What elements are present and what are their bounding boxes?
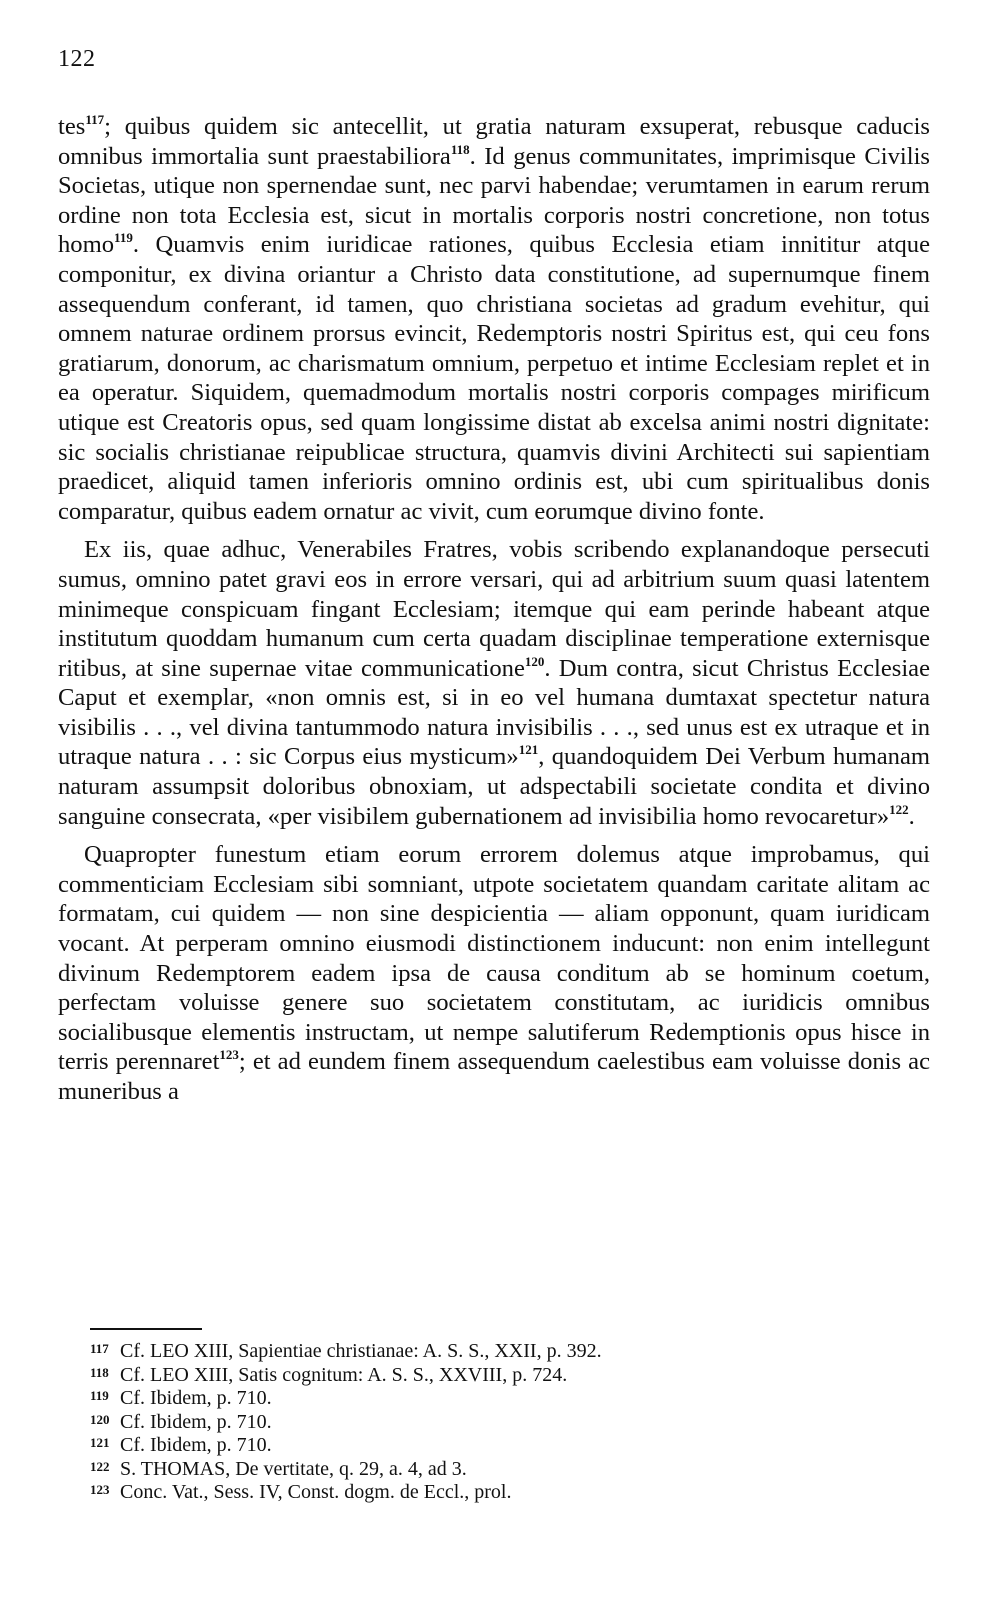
footnote-text: S. THOMAS, De vertitate, q. 29, a. 4, ad 3. <box>120 1457 467 1480</box>
text-run: . Id genus communitates, imprimisque Civilis Societas, utique non spernendae sunt, nec parvi habendae; verumtamen in earum rerum ordine non tota Ecclesia est, sicut in mortalis corporis nostri concretione, non totus homo <box>58 142 930 259</box>
footnote-text: Cf. LEO XIII, Satis cognitum: A. S. S., XXVIII, p. 724. <box>120 1363 568 1386</box>
footnote-ref-119[interactable]: 119 <box>114 230 133 246</box>
footnote-ref-118[interactable]: 118 <box>450 141 470 157</box>
footnote-item <box>90 1387 910 1411</box>
footnote-number: 120 <box>90 1411 110 1427</box>
footnote-ref-122[interactable]: 122 <box>889 801 909 817</box>
footnote-item <box>90 1340 910 1364</box>
footnotes <box>90 1340 910 1505</box>
text-run: . Quamvis enim iuridicae rationes, quibus Ecclesia etiam innititur atque componitur, ex divina oriantur a Christo data constitutione, ad supernumque finem assequendum conferant, id tamen, quo christiana societas ad gradum evehitur, qui omnem naturae ordinem prorsus evincit, Redemptoris nostri Spiritus est, qui ceu fons gratiarum, donorum, ac charismatum omnium, perpetuo et intime Ecclesiam replet et in ea operatur. Siquidem, quemadmodum mortalis nostri corporis compages mirificum utique est Creatoris opus, sed quam longissime distat ab excelsa animi nostri dignitate: sic socialis christianae reipublicae structura, quamvis divini Architecti sui sapientiam praedicet, aliquid tamen inferioris omnino ordinis est, ubi cum spiritualibus donis comparatur, quibus eadem ornatur ac vivit, cum eorumque divino fonte. <box>58 231 930 525</box>
paragraph-2 <box>58 535 930 831</box>
footnote-ref-121[interactable]: 121 <box>518 742 539 758</box>
footnote-item <box>90 1481 910 1505</box>
footnote-ref-120[interactable]: 120 <box>524 653 545 669</box>
paragraph-1 <box>58 112 930 526</box>
footnote-divider <box>90 1328 202 1330</box>
footnote-text: Cf. Ibidem, p. 710. <box>120 1387 272 1409</box>
footnote-number: 123 <box>90 1482 110 1497</box>
footnote-number: 121 <box>90 1435 110 1450</box>
footnote-ref-123[interactable]: 123 <box>219 1047 239 1063</box>
footnote-number: 118 <box>90 1364 109 1380</box>
footnote-text: Cf. Ibidem, p. 710. <box>120 1410 272 1433</box>
text-run: , quandoquidem Dei Verbum humanam naturam assumpsit doloribus obnoxiam, ut adspectabili societate condita et divino sanguine consecrata, «per visibilem gubernationem ad invisibilia homo revocaretur» <box>58 743 930 830</box>
footnote-text: Cf. LEO XIII, Sapientiae christianae: A. S. S., XXII, p. 392. <box>120 1340 602 1362</box>
paragraph-3 <box>58 840 930 1106</box>
text-run: tes <box>58 113 86 140</box>
body-text <box>58 112 930 1107</box>
footnote-number: 122 <box>90 1458 110 1474</box>
text-run: Ex iis, quae adhuc, Venerabiles Fratres, vobis scribendo explanandoque persecuti sumus, omnino patet gravi eos in errore versari, qui ad arbitrium suum quasi latentem minimeque conspicuam fingant Ecclesiam; itemque qui eam perinde habeant atque institutum quoddam humanum cum certa quadam disciplinae temperatione externisque ritibus, at sine supernae vitae communicatione <box>58 536 930 682</box>
text-run: . Dum contra, sicut Christus Ecclesiae Caput et exemplar, «non omnis est, si in eo vel humana dumtaxat spectetur natura visibilis . . ., vel divina tantummodo natura invisibilis . . ., sed unus est ex utraque et in utraque natura . . : sic Corpus eius mysticum» <box>58 654 930 771</box>
footnote-item <box>90 1434 910 1458</box>
text-run: ; quibus quidem sic antecellit, ut gratia naturam exsuperat, rebusque caducis omnibus immortalia sunt praestabiliora <box>58 113 930 170</box>
footnote-item <box>90 1458 910 1482</box>
footnote-text: Cf. Ibidem, p. 710. <box>120 1434 272 1456</box>
page-number: 122 <box>58 46 96 72</box>
footnote-number: 119 <box>90 1388 109 1403</box>
footnote-number: 117 <box>90 1341 109 1356</box>
text-run: . <box>908 802 915 830</box>
text-run: ; et ad eundem finem assequendum caelestibus eam voluisse donis ac muneribus a <box>58 1048 930 1105</box>
footnote-text: Conc. Vat., Sess. IV, Const. dogm. de Eccl., prol. <box>120 1481 512 1503</box>
footnote-item <box>90 1411 910 1435</box>
footnote-ref-117[interactable]: 117 <box>85 112 105 127</box>
text-run: Quapropter funestum etiam eorum errorem dolemus atque improbamus, qui commenticiam Ecclesiam sibi somniant, utpote societatem quandam caritate alitam ac formatam, cui quidem — non sine despicientia — aliam opponunt, quam iuridicam vocant. At perperam omnino eiusmodi distinctionem inducunt: non enim intellegunt divinum Redemptorem eadem ipsa de causa conditum ab se hominum coetum, perfectam voluisse genere suo societatem constitutam, ac iuridicis omnibus socialibusque elementis instructam, ut nempe salutiferum Redemptionis opus hisce in terris perennaret <box>58 841 930 1076</box>
footnote-item <box>90 1364 910 1388</box>
